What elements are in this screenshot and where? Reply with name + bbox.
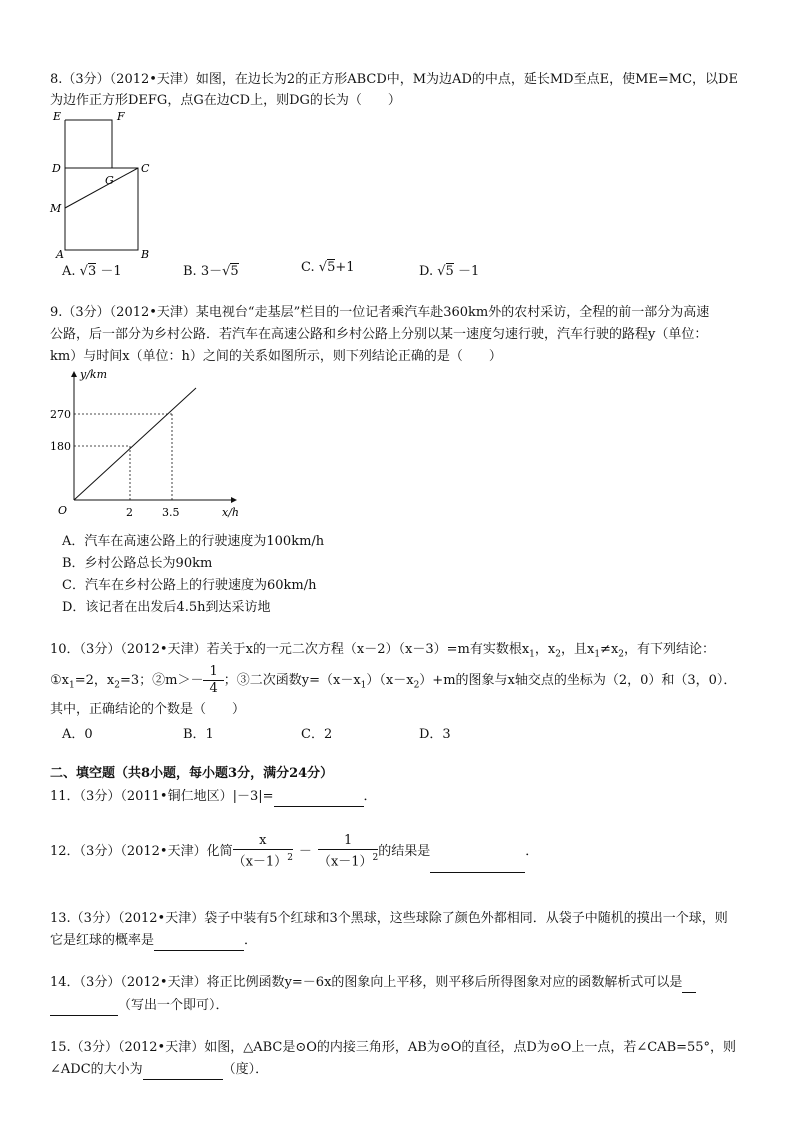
fraction-2 xyxy=(318,833,378,870)
label-e: E xyxy=(53,110,62,123)
text: ． xyxy=(363,789,377,804)
y-tick-180: 180 xyxy=(50,440,71,453)
answer-blank[interactable] xyxy=(154,932,244,951)
text: ≠x xyxy=(600,642,619,657)
text: （度）． xyxy=(222,1062,269,1077)
option-letter: A. xyxy=(62,264,76,279)
option-tail: －1 xyxy=(100,264,122,279)
q8-option-a xyxy=(62,260,122,279)
sqrt-icon: √ xyxy=(222,264,231,279)
origin-label: O xyxy=(58,504,68,517)
q10-line3: 其中，正确结论的个数是（ ） xyxy=(50,702,246,717)
text: =2，x xyxy=(74,673,115,688)
den-text: （x－1） xyxy=(317,854,373,870)
sub: 1 xyxy=(360,680,367,691)
sub: 1 xyxy=(69,680,75,691)
q10-option-a: A．0 xyxy=(62,727,93,742)
q10-line2 xyxy=(50,664,736,703)
option-tail: －1 xyxy=(457,264,480,279)
label-m: M xyxy=(50,202,62,215)
text: =3；②m＞－ xyxy=(119,673,204,688)
q9-line2: 公路，后一部分为乡村公路．若汽车在高速公路和乡村公路上分别以某一速度匀速行驶，汽车行驶的路程y（单位： xyxy=(50,327,708,342)
text: ∠ADC的大小为 xyxy=(50,1062,143,1077)
q8-figure xyxy=(40,108,170,260)
q14-line1 xyxy=(50,974,696,993)
radicand: 3 xyxy=(87,264,97,279)
q11 xyxy=(50,788,377,807)
sub: 1 xyxy=(594,649,601,660)
q14-line2 xyxy=(50,997,229,1016)
q8-option-b xyxy=(183,260,239,279)
label-f: F xyxy=(117,110,125,123)
option-letter: D. xyxy=(419,264,434,279)
denominator xyxy=(318,850,378,870)
denominator: 4 xyxy=(209,681,218,696)
text: ． xyxy=(525,844,539,859)
label-a: A xyxy=(56,248,64,260)
radicand: 5 xyxy=(230,264,239,279)
text: － xyxy=(298,844,312,859)
numerator: x xyxy=(233,833,293,850)
q10-option-c: C．2 xyxy=(301,727,333,742)
text: ①x xyxy=(50,673,69,688)
q8-option-d xyxy=(419,260,479,279)
fraction-1 xyxy=(233,833,293,870)
fraction-one-quarter xyxy=(203,664,223,697)
square-abcd xyxy=(65,168,138,250)
text: 它是红球的概率是 xyxy=(50,933,155,948)
label-c: C xyxy=(141,162,150,175)
q15-line1: 15.（3分）（2012•天津）如图，△ABC是⊙O的内接三角形，AB为⊙O的直径，点D为⊙O上一点，若∠CAB=55°，则 xyxy=(50,1040,737,1055)
section-2-title: 二、填空题（共8小题，每小题3分，满分24分） xyxy=(50,766,334,781)
text: （写出一个即可）． xyxy=(118,998,229,1013)
text: ，x xyxy=(534,642,556,657)
x-tick-35: 3.5 xyxy=(162,506,180,519)
numerator: 1 xyxy=(318,833,378,850)
square-defg xyxy=(65,120,112,168)
exponent: 2 xyxy=(372,852,379,863)
sub: 2 xyxy=(413,680,420,691)
q9-option-b: B．乡村公路总长为90km xyxy=(62,556,213,571)
text: 10．（3分）（2012•天津）若关于x的一元二次方程（x－2）（x－3）=m有实数根x xyxy=(50,642,530,657)
label-g: G xyxy=(105,174,114,187)
q9-graph xyxy=(50,366,250,524)
q13-line2 xyxy=(50,932,257,951)
q12 xyxy=(50,832,538,873)
text: ． xyxy=(244,933,258,948)
graph-line xyxy=(74,388,196,500)
x-tick-2: 2 xyxy=(126,506,133,519)
q13-line1: 13.（3分）（2012•天津）袋子中装有5个红球和3个黑球，这些球除了颜色外都相同．从袋子中随机的摸出一个球，则 xyxy=(50,911,728,926)
text: ，有下列结论： xyxy=(624,642,716,657)
q10-option-b: B．1 xyxy=(183,727,214,742)
sub: 2 xyxy=(114,680,120,691)
q8-line2: 为边作正方形DEFG，点G在边CD上，则DG的长为（ ） xyxy=(50,93,401,108)
sqrt-icon: √ xyxy=(437,264,446,279)
text: ，且x xyxy=(560,642,595,657)
answer-blank-continued[interactable] xyxy=(50,997,118,1016)
label-d: D xyxy=(52,162,61,175)
answer-blank[interactable] xyxy=(274,788,364,807)
y-tick-270: 270 xyxy=(50,408,71,421)
q9-line3: km）与时间x（单位：h）之间的关系如图所示，则下列结论正确的是（ ） xyxy=(50,349,502,364)
option-letter: B. xyxy=(183,264,197,279)
option-tail: +1 xyxy=(335,260,355,275)
option-head: 3－ xyxy=(200,264,223,279)
q10-line1 xyxy=(50,641,715,664)
q10-option-d: D．3 xyxy=(419,727,451,742)
q8-line1: 8.（3分）（2012•天津）如图，在边长为2的正方形ABCD中，M为边AD的中点，延长MD至点E，使ME=MC，以DE xyxy=(50,72,738,87)
text: ）+m的图象与x轴交点的坐标为（2，0）和（3，0）． xyxy=(419,673,737,688)
text: 12．（3分）（2012•天津）化简 xyxy=(50,844,233,859)
label-b: B xyxy=(141,248,150,260)
segment-mc xyxy=(65,168,138,208)
answer-blank[interactable] xyxy=(143,1061,223,1080)
q8-option-c xyxy=(301,260,355,275)
q9-option-a: A．汽车在高速公路上的行驶速度为100km/h xyxy=(62,534,325,549)
radicand: 5 xyxy=(445,264,454,279)
den-text: （x－1） xyxy=(232,854,288,870)
answer-blank[interactable] xyxy=(430,832,525,873)
answer-blank[interactable] xyxy=(682,974,696,993)
sqrt-icon: √ xyxy=(318,260,328,275)
option-letter: C. xyxy=(301,260,315,275)
q9-line1: 9.（3分）（2012•天津）某电视台“走基层”栏目的一位记者乘汽车赴360km外的农村采访，全程的前一部分为高速 xyxy=(50,305,710,320)
text: 11．（3分）（2011•铜仁地区）|－3|= xyxy=(50,789,274,804)
radicand: 5 xyxy=(327,260,336,275)
sub: 1 xyxy=(529,649,535,660)
sub: 2 xyxy=(618,649,625,660)
q9-option-d: D．该记者在出发后4.5h到达采访地 xyxy=(62,600,271,615)
y-axis-label: y/km xyxy=(80,368,108,381)
text: ；③二次函数y=（x－x xyxy=(223,673,361,688)
numerator: 1 xyxy=(203,664,223,681)
q15-line2 xyxy=(50,1061,268,1080)
text: 的结果是 xyxy=(378,844,431,859)
sqrt-icon: √ xyxy=(79,264,88,279)
text: 14．（3分）（2012•天津）将正比例函数y=－6x的图象向上平移，则平移后所得图象对应的函数解析式可以是 xyxy=(50,975,683,990)
denominator xyxy=(233,850,293,870)
exponent: 2 xyxy=(287,852,293,863)
text: ）（x－x xyxy=(366,673,414,688)
sub: 2 xyxy=(555,649,561,660)
x-axis-label: x/h xyxy=(222,506,239,519)
q9-option-c: C．汽车在乡村公路上的行驶速度为60km/h xyxy=(62,578,317,593)
